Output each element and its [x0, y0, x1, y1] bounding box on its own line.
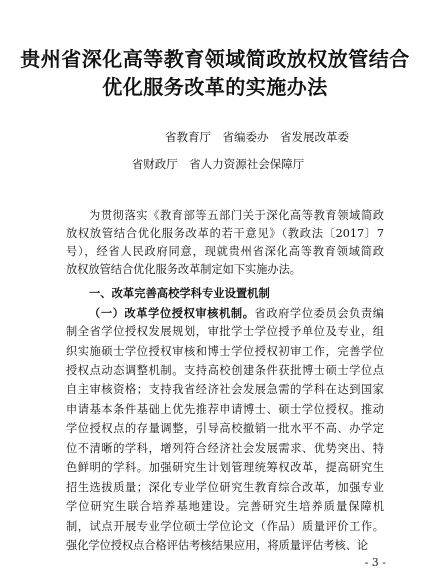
document-title-line-1: 贵州省深化高等教育领域简政放权放管结合	[20, 47, 410, 71]
issuing-departments-row-2: 省财政厅 省人力资源社会保障厅	[131, 157, 305, 171]
subsection-1-line-8: 位不清晰的学科，增列符合经济社会发展需求、优势突出、特	[66, 441, 384, 455]
subsection-1-line-5: 自主审核资格；支持我省经济社会发展急需的学科在达到国家	[66, 383, 384, 397]
intro-line-2: 放权放管结合优化服务改革的若干意见》（教政法〔2017〕7	[66, 227, 384, 240]
subsection-1-line-7: 学位授权点的存量调整，引导高校撤销一批水平不高、办学定	[66, 422, 384, 436]
subsection-1-line-4: 授权点动态调整机制。支持高校创建条件获批博士硕士学位点	[66, 363, 384, 377]
subsection-1-label: （一）改革学位授权审核机制。	[89, 307, 255, 320]
subsection-1-line-10: 招生选拔质量；深化专业学位研究生教育综合改革，加强专业	[66, 480, 384, 494]
issuing-departments-row-1: 省教育厅 省编委办 省发展改革委	[165, 130, 349, 144]
subsection-1-line-2: 制全省学位授权发展规划，审批学士学位授予单位及专业，组	[66, 325, 384, 338]
subsection-1-line-6: 申请基本条件基础上优先推荐申请博士、硕士学位授权。推动	[66, 402, 384, 416]
subsection-1-line-9: 色鲜明的学科。加强研究生计划管理统筹权改革，提高研究生	[66, 461, 384, 475]
subsection-1-first-line	[89, 306, 384, 322]
page-number: - 3 -	[364, 556, 386, 569]
subsection-1-line-11: 学位研究生联合培养基地建设。完善研究生培养质量保障机	[66, 500, 384, 514]
subsection-1-line-12: 制，试点开展专业学位硕士学位论文（作品）质量评价工作。	[66, 519, 384, 533]
subsection-1-line-3: 织实施硕士学位授权审核和博士学位授权初审工作，完善学位	[66, 344, 384, 358]
subsection-1-line-13: 强化学位授权点合格评估考核结果应用，将质量评估考核、论	[66, 539, 369, 552]
intro-line-1: 为贯彻落实《教育部等五部门关于深化高等教育领域简政	[89, 209, 384, 222]
intro-line-3: 号），经省人民政府同意，现就贵州省深化高等教育领域简政	[66, 245, 384, 258]
intro-line-4: 放权放管结合优化服务改革制定如下实施办法。	[66, 263, 301, 276]
subsection-1-first-line-rest: 省政府学位委员会负责编	[254, 307, 384, 320]
document-title-line-2: 优化服务改革的实施办法	[102, 75, 328, 99]
section-heading-1: 一、改革完善高校学科专业设置机制	[89, 287, 270, 300]
